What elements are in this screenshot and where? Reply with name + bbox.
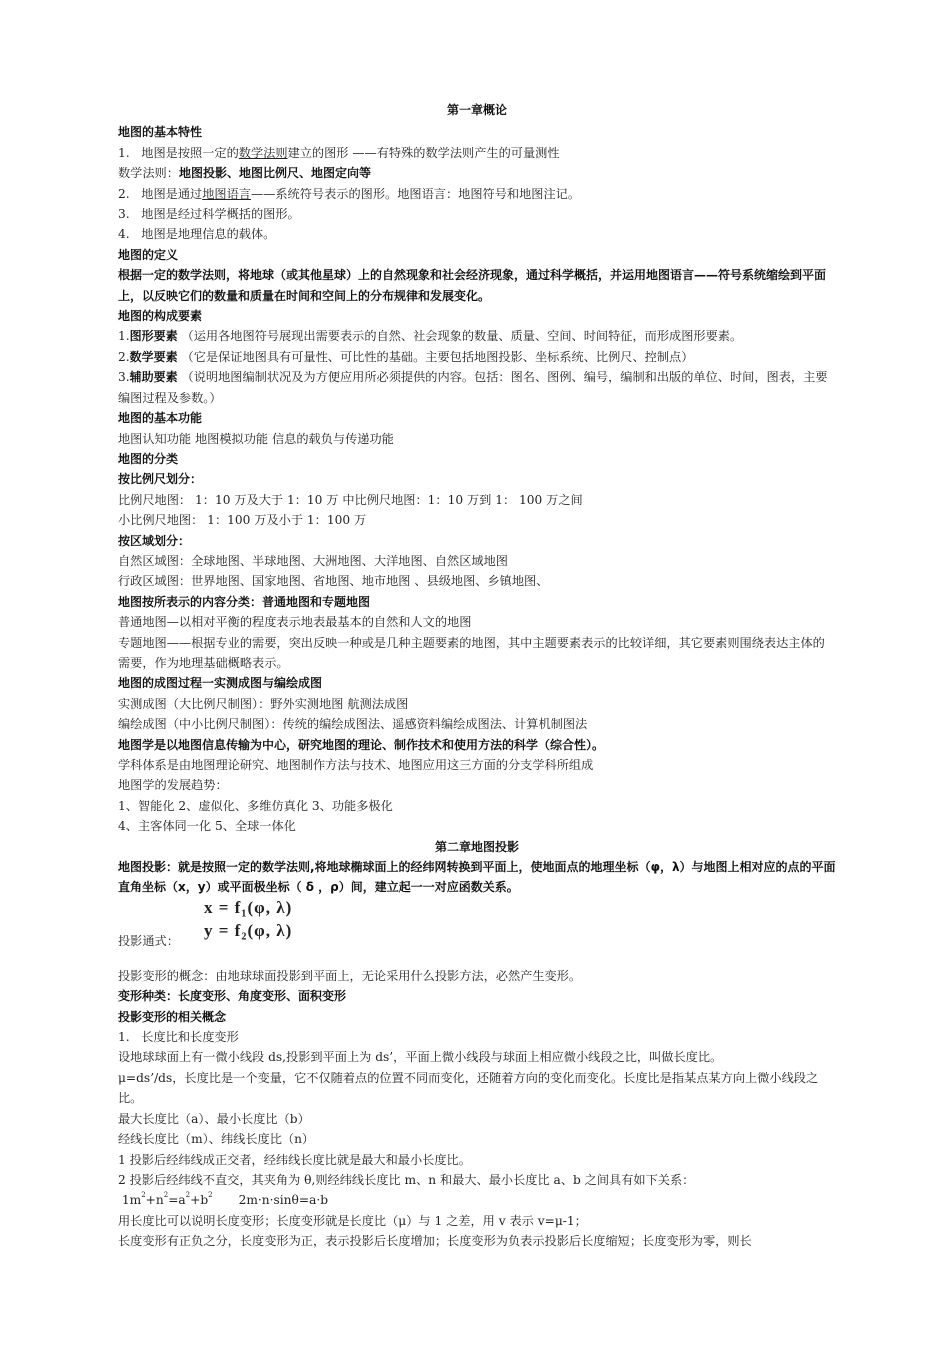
functions-text: 地图认知功能 地图模拟功能 信息的载负与传递功能 [118, 431, 394, 446]
content-line-2: 专题地图——根据专业的需要，突出反映一种或是几种主题要素的地图，其中主题要素表示的比较详细，其它要素则围绕表达主体的需要，作为地理基础概略表示。 [118, 635, 825, 670]
related-concepts-heading: 投影变形的相关概念 [118, 1009, 227, 1024]
concept-line-7: 2 投影后经纬线不直交，其夹角为 θ,则经纬线长度比 m、n 和最大、最小长度比 a、b 之间具有如下关系： [118, 1172, 695, 1187]
scale-classification-heading: 按比例尺划分： [118, 472, 203, 487]
math-rule-line: 数学法则：地图投影、地图比例尺、地图定向等 [118, 166, 371, 181]
concept-line-8: 用长度比可以说明长度变形；长度变形就是长度比（μ）与 1 之差，用 v 表示 v=μ-1； [118, 1213, 587, 1228]
deformation-kinds: 变形种类：长度变形、角度变形、面积变形 [118, 989, 347, 1004]
concept-line-1: 1. 长度比和长度变形 [118, 1030, 239, 1045]
trend-line-1: 1、智能化 2、虚似化、多维仿真化 3、功能多极化 [118, 798, 393, 813]
concept-line-4: 最大长度比（a）、最小长度比（b） [118, 1111, 310, 1126]
section-heading-basic-features: 地图的基本特性 [118, 125, 203, 140]
scale-line-2: 小比例尺地图： 1：100 万及小于 1：100 万 [118, 513, 367, 528]
section-heading-definition: 地图的定义 [118, 247, 179, 262]
chapter-1-title: 第一章概论 [446, 103, 507, 117]
projection-definition: 地图投影：就是按照一定的数学法则,将地球椭球面上的经纬网转换到平面上，使地面点的地理坐标（φ，λ）与地图上相对应的点的平面直角坐标（x，y）或平面极坐标（ δ ，ρ）间，建立起一一对应函数关系。 [118, 860, 836, 895]
formula-label: 投影通式： [118, 933, 179, 948]
section-heading-classification: 地图的分类 [118, 451, 179, 466]
concept-line-9: 长度变形有正负之分，长度变形为正，表示投影后长度增加；长度变形为负表示投影后长度缩短；长度变形为零，则长 [118, 1234, 752, 1249]
content-classification-heading: 地图按所表示的内容分类：普通地图和专题地图 [118, 594, 371, 609]
projection-formula [118, 898, 836, 964]
document-page [118, 100, 836, 1252]
feature-item-4: 4. 地图是地理信息的载体。 [118, 227, 276, 242]
map-language-term: 地图语言 [202, 186, 251, 201]
trend-line-2: 4、主客体同一化 5、全球一体化 [118, 819, 296, 834]
cartography-definition: 地图学是以地图信息传输为中心，研究地图的理论、制作技术和使用方法的科学（综合性）。 [118, 737, 605, 752]
section-heading-mapping-process: 地图的成图过程一实测成图与编绘成图 [118, 676, 323, 691]
definition-text: 根据一定的数学法则，将地球（或其他星球）上的自然现象和社会经济现象，通过科学概括，并运用地图语言——符号系统缩绘到平面上，以反映它们的数量和质量在时间和空间上的分布规律和发展变化。 [118, 268, 827, 303]
feature-item-1: 1. 地图是按照一定的数学法则建立的图形 ——有特殊的数学法则产生的可量测性 [118, 145, 560, 160]
length-ratio-equations: $1m^2+n^2=a^2+b^2$ 2m·n·sinθ=a·b [121, 1191, 329, 1208]
region-line-1: 自然区域图：全球地图、半球地图、大洲地图、大洋地图、自然区域地图 [118, 553, 508, 568]
region-classification-heading: 按区域划分： [118, 533, 191, 548]
element-item-2: 2.数学要素 （它是保证地图具有可量性、可比性的基础。主要包括地图投影、坐标系统、比例尺、控制点） [118, 349, 694, 364]
region-line-2: 行政区域图：世界地图、国家地图、省地图、地市地图 、县级地图、乡镇地图、 [118, 574, 549, 589]
chapter-2-title: 第二章地图投影 [434, 839, 519, 854]
content-line-1: 普通地图—以相对平衡的程度表示地表最基本的自然和人文的地图 [118, 615, 472, 630]
process-line-1: 实测成图（大比例尺制图）：野外实测地图 航测法成图 [118, 696, 409, 711]
concept-line-6: 1 投影后经纬线成正交者，经纬线长度比就是最大和最小长度比。 [118, 1152, 471, 1167]
deformation-concept: 投影变形的概念：由地球球面投影到平面上，无论采用什么投影方法，必然产生变形。 [118, 968, 582, 983]
concept-line-3: μ=ds’/ds，长度比是一个变量，它不仅随着点的位置不同而变化，还随着方向的变化而变化。长度比是指某点某方向上微小线段之比。 [118, 1070, 819, 1106]
formula-y: y = f₂(φ, λ) [204, 920, 293, 940]
concept-line-2: 设地球球面上有一微小线段 ds,投影到平面上为 ds’，平面上微小线段与球面上相应微小线段之比，叫做长度比。 [118, 1050, 723, 1065]
formula-x: x = f₁(φ, λ) [204, 897, 293, 917]
section-heading-elements: 地图的构成要素 [118, 309, 203, 324]
feature-item-3: 3. 地图是经过科学概括的图形。 [118, 207, 300, 222]
discipline-system: 学科体系是由地图理论研究、地图制作方法与技术、地图应用这三方面的分支学科所组成 [118, 758, 594, 772]
element-item-1: 1.图形要素 （运用各地图符号展现出需要表示的自然、社会现象的数量、质量、空间、时间特征，而形成图形要素。 [118, 329, 743, 344]
section-heading-functions: 地图的基本功能 [118, 411, 203, 426]
scale-line-1: 比例尺地图： 1：10 万及大于 1：10 万 中比例尺地图：1：10 万到 1： 100 万之间 [118, 492, 583, 507]
trend-heading: 地图学的发展趋势： [118, 778, 228, 793]
element-item-3: 3.辅助要素 （说明地图编制状况及为方便应用所必须提供的内容。包括：图名、图例、编号，编制和出版的单位、时间，图表，主要编图过程及参数。） [118, 370, 828, 405]
feature-item-2: 2. 地图是通过地图语言——系统符号表示的图形。地图语言：地图符号和地图注记。 [118, 186, 581, 201]
concept-line-5: 经线长度比（m）、纬线长度比（n） [118, 1132, 315, 1147]
process-line-2: 编绘成图（中小比例尺制图）：传统的编绘成图法、遥感资料编绘成图法、计算机制图法 [118, 717, 588, 732]
math-rule-term: 数学法则 [238, 145, 288, 160]
